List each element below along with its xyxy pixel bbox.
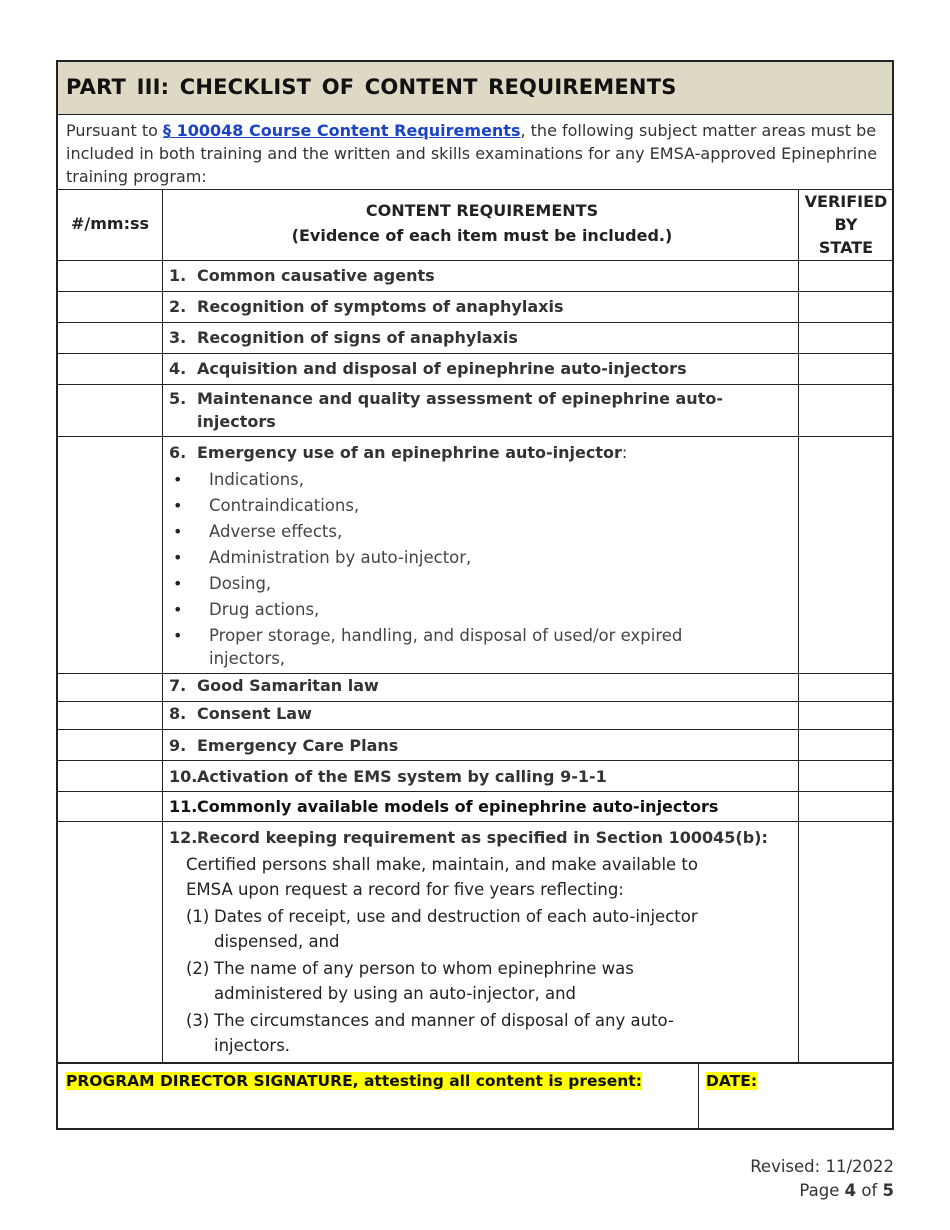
date-label: DATE: — [706, 1072, 758, 1090]
item-number: 12. — [169, 828, 198, 847]
item-number: 3. — [169, 328, 187, 347]
content-item-4 — [169, 357, 799, 380]
regulation-link[interactable]: § 100048 Course Content Requirements — [163, 121, 521, 140]
content-item-10 — [169, 765, 799, 788]
item-number: 6. — [169, 443, 187, 462]
bullet-item: • Drug actions, — [173, 600, 320, 619]
column-header-content-line2: (Evidence of each item must be included.) — [291, 226, 673, 245]
item-text: Consent Law — [197, 704, 312, 723]
item-text: Recognition of signs of anaphylaxis — [197, 328, 518, 347]
bullet-item: • Indications, — [173, 470, 305, 489]
content-item-12 — [169, 826, 799, 849]
item-text: Commonly available models of epinephrine auto-injectors — [197, 797, 719, 816]
item-text: Recognition of symptoms of anaphylaxis — [197, 297, 564, 316]
bullet-icon: • — [173, 600, 183, 619]
page-number: Page 4 of 5 — [799, 1181, 894, 1200]
item-number: 4. — [169, 359, 187, 378]
content-item-3 — [169, 326, 799, 349]
bullet-item: • Proper storage, handling, and disposal of used/or expired injectors, — [173, 626, 683, 668]
item-text: Emergency Care Plans — [197, 736, 399, 755]
item-text: Common causative agents — [197, 266, 435, 285]
intro-paragraph — [66, 119, 884, 188]
intro-prefix: Pursuant to — [66, 121, 164, 140]
bullet-icon: • — [173, 626, 183, 645]
bullet-icon: • — [173, 548, 183, 567]
date-field[interactable] — [700, 1090, 892, 1128]
item-text: Acquisition and disposal of epinephrine auto-injectors — [197, 359, 687, 378]
item-number: 5. — [169, 389, 187, 408]
item-text-continued: injectors — [197, 412, 276, 431]
content-item-6 — [169, 441, 799, 464]
item-number: 7. — [169, 676, 187, 695]
section-title: PART III: CHECKLIST OF CONTENT REQUIREMENTS — [66, 75, 677, 99]
record-keeping-paragraph: Certified persons shall make, maintain, and make available to EMSA upon request a record for five years reflecting: — [186, 855, 698, 899]
bullet-item: • Administration by auto-injector, — [173, 548, 472, 567]
content-item-2 — [169, 295, 799, 318]
column-header-verified — [800, 190, 892, 259]
column-header-verified-line1: VERIFIED — [804, 192, 888, 211]
bullet-icon: • — [173, 522, 183, 541]
item-text: Maintenance and quality assessment of epinephrine auto- — [197, 389, 723, 408]
item-text: Good Samaritan law — [197, 676, 379, 695]
intro-suffix: , the following subject matter areas must be included in both training and the written and skills examinations for any EMSA-approved Epinephrine training program: — [66, 121, 878, 186]
content-item-11 — [169, 795, 799, 818]
item-text-suffix: : — [621, 443, 628, 462]
column-header-content-line1: CONTENT REQUIREMENTS — [365, 201, 599, 220]
item-number: 8. — [169, 704, 187, 723]
revised-date: Revised: 11/2022 — [750, 1157, 894, 1176]
bullet-item: • Dosing, — [173, 574, 272, 593]
content-item-8 — [169, 702, 799, 725]
signature-field[interactable] — [58, 1090, 698, 1128]
item-number: 1. — [169, 266, 187, 285]
checklist-frame — [56, 60, 894, 1130]
signature-label: PROGRAM DIRECTOR SIGNATURE, attesting all content is present: — [66, 1072, 642, 1090]
bullet-icon: • — [173, 470, 183, 489]
content-item-1 — [169, 264, 799, 287]
item-text: Activation of the EMS system by calling 9-1-1 — [197, 767, 607, 786]
content-table — [58, 189, 892, 1062]
item-text: Emergency use of an epinephrine auto-injector — [197, 443, 622, 462]
bullet-item: • Contraindications, — [173, 496, 360, 515]
section-header — [58, 62, 892, 115]
record-keeping-subitem-1: (1) Dates of receipt, use and destruction of each auto-injector dispensed, and — [186, 907, 698, 951]
content-item-5 — [169, 387, 799, 433]
item-number: 9. — [169, 736, 187, 755]
item-number: 11. — [169, 797, 198, 816]
record-keeping-subitem-2: (2) The name of any person to whom epinephrine was administered by using an auto-injector, and — [186, 959, 634, 1003]
bullet-icon: • — [173, 574, 183, 593]
signature-row — [58, 1062, 892, 1128]
content-item-7 — [169, 674, 799, 697]
item-number: 10. — [169, 767, 198, 786]
bullet-icon: • — [173, 496, 183, 515]
column-header-content — [164, 198, 800, 248]
item-number: 2. — [169, 297, 187, 316]
column-header-verified-line2: BY — [834, 215, 858, 234]
record-keeping-subitem-3: (3) The circumstances and manner of disposal of any auto- injectors. — [186, 1011, 674, 1055]
content-item-9 — [169, 734, 799, 757]
item-text: Record keeping requirement as specified in Section 100045(b): — [197, 828, 768, 847]
bullet-item: • Adverse effects, — [173, 522, 343, 541]
column-header-time: #/mm:ss — [70, 214, 150, 233]
column-header-verified-line3: STATE — [818, 238, 874, 257]
